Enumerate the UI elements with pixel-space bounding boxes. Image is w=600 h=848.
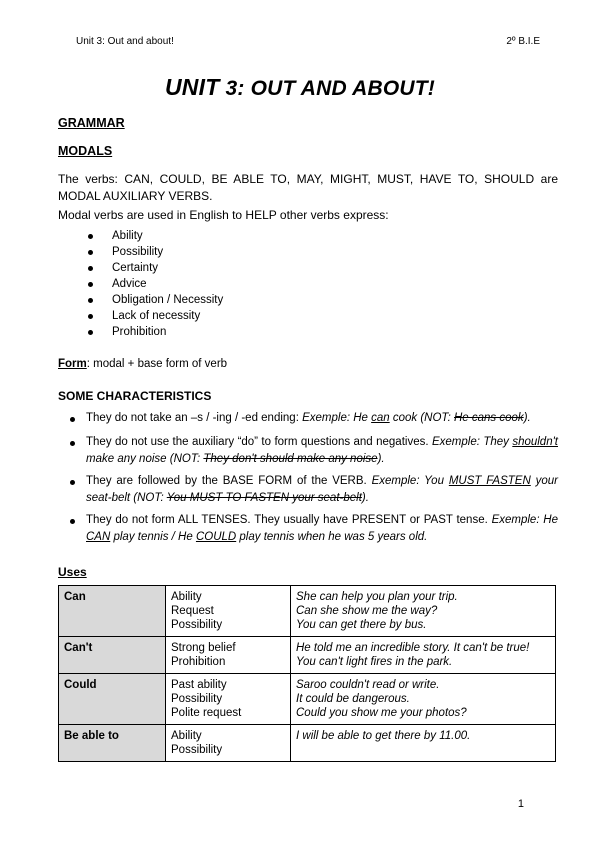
table-row (59, 586, 556, 637)
uses-cell: Ability Request Possibility (166, 586, 291, 637)
modals-heading: MODALS (58, 144, 113, 158)
bullet-icon (88, 250, 93, 255)
form-label: Form (58, 358, 87, 370)
form-line (58, 356, 558, 373)
list-item: Prohibition (58, 324, 538, 340)
characteristic-3: They are followed by the BASE FORM of the VERB. Exemple: You MUST FASTEN your seat-belt (NOT: You MUST TO FASTEN your seat-belt). (58, 473, 558, 507)
grammar-heading: GRAMMAR (58, 116, 125, 130)
bullet-icon (88, 330, 93, 335)
characteristic-1: They do not take an –s / -ing / -ed ending: Exemple: He can cook (NOT: He cans cook). (58, 410, 558, 427)
examples-cell: He told me an incredible story. It can't be true! You can't light fires in the park. (291, 637, 556, 674)
bullet-icon (88, 266, 93, 271)
characteristics-heading: SOME CHARACTERISTICS (58, 389, 212, 403)
bullet-icon (88, 314, 93, 319)
form-text: : modal + base form of verb (86, 358, 228, 370)
modal-cell: Can't (59, 637, 166, 674)
running-header-left: Unit 3: Out and about! (76, 36, 174, 47)
list-item: Obligation / Necessity (58, 292, 538, 308)
modal-cell: Could (59, 674, 166, 725)
express-list (58, 228, 538, 340)
title-prefix: UNIT (164, 74, 220, 100)
page-title (0, 74, 600, 101)
list-item: Lack of necessity (58, 308, 538, 324)
table-row (59, 674, 556, 725)
page-number: 1 (517, 798, 524, 810)
list-item: Certainty (58, 260, 538, 276)
table-row (59, 637, 556, 674)
uses-table (58, 585, 556, 762)
bullet-icon (70, 417, 75, 422)
intro-paragraph: The verbs: CAN, COULD, BE ABLE TO, MAY, MIGHT, MUST, HAVE TO, SHOULD are MODAL AUXILIARY VERBS. (58, 172, 558, 203)
bullet-icon (88, 282, 93, 287)
uses-cell: Ability Possibility (166, 725, 291, 762)
modal-cell: Can (59, 586, 166, 637)
list-item: Ability (58, 228, 538, 244)
characteristic-2: They do not use the auxiliary “do” to form questions and negatives. Exemple: They shouldn't make any noise (NOT: They don't should make any noise). (58, 434, 558, 468)
examples-cell: Saroo couldn't read or write. It could be dangerous. Could you show me your photos? (291, 674, 556, 725)
examples-cell: She can help you plan your trip. Can she show me the way? You can get there by bus. (291, 586, 556, 637)
characteristic-4: They do not form ALL TENSES. They usually have PRESENT or PAST tense. Exemple: He CAN play tennis / He COULD play tennis when he was 5 years old. (58, 512, 558, 546)
uses-heading: Uses (58, 565, 87, 579)
list-item: Advice (58, 276, 538, 292)
intro-express: Modal verbs are used in English to HELP other verbs express: (58, 208, 389, 222)
uses-cell: Strong belief Prohibition (166, 637, 291, 674)
examples-cell: I will be able to get there by 11.00. (291, 725, 556, 762)
modal-cell: Be able to (59, 725, 166, 762)
bullet-icon (88, 234, 93, 239)
bullet-icon (88, 298, 93, 303)
list-item: Possibility (58, 244, 538, 260)
bullet-icon (70, 480, 75, 485)
table-row (59, 725, 556, 762)
bullet-icon (70, 441, 75, 446)
uses-cell: Past ability Possibility Polite request (166, 674, 291, 725)
title-rest: 3: OUT AND ABOUT! (225, 77, 435, 100)
bullet-icon (70, 519, 75, 524)
running-header-right: 2º B.I.E (506, 36, 540, 47)
